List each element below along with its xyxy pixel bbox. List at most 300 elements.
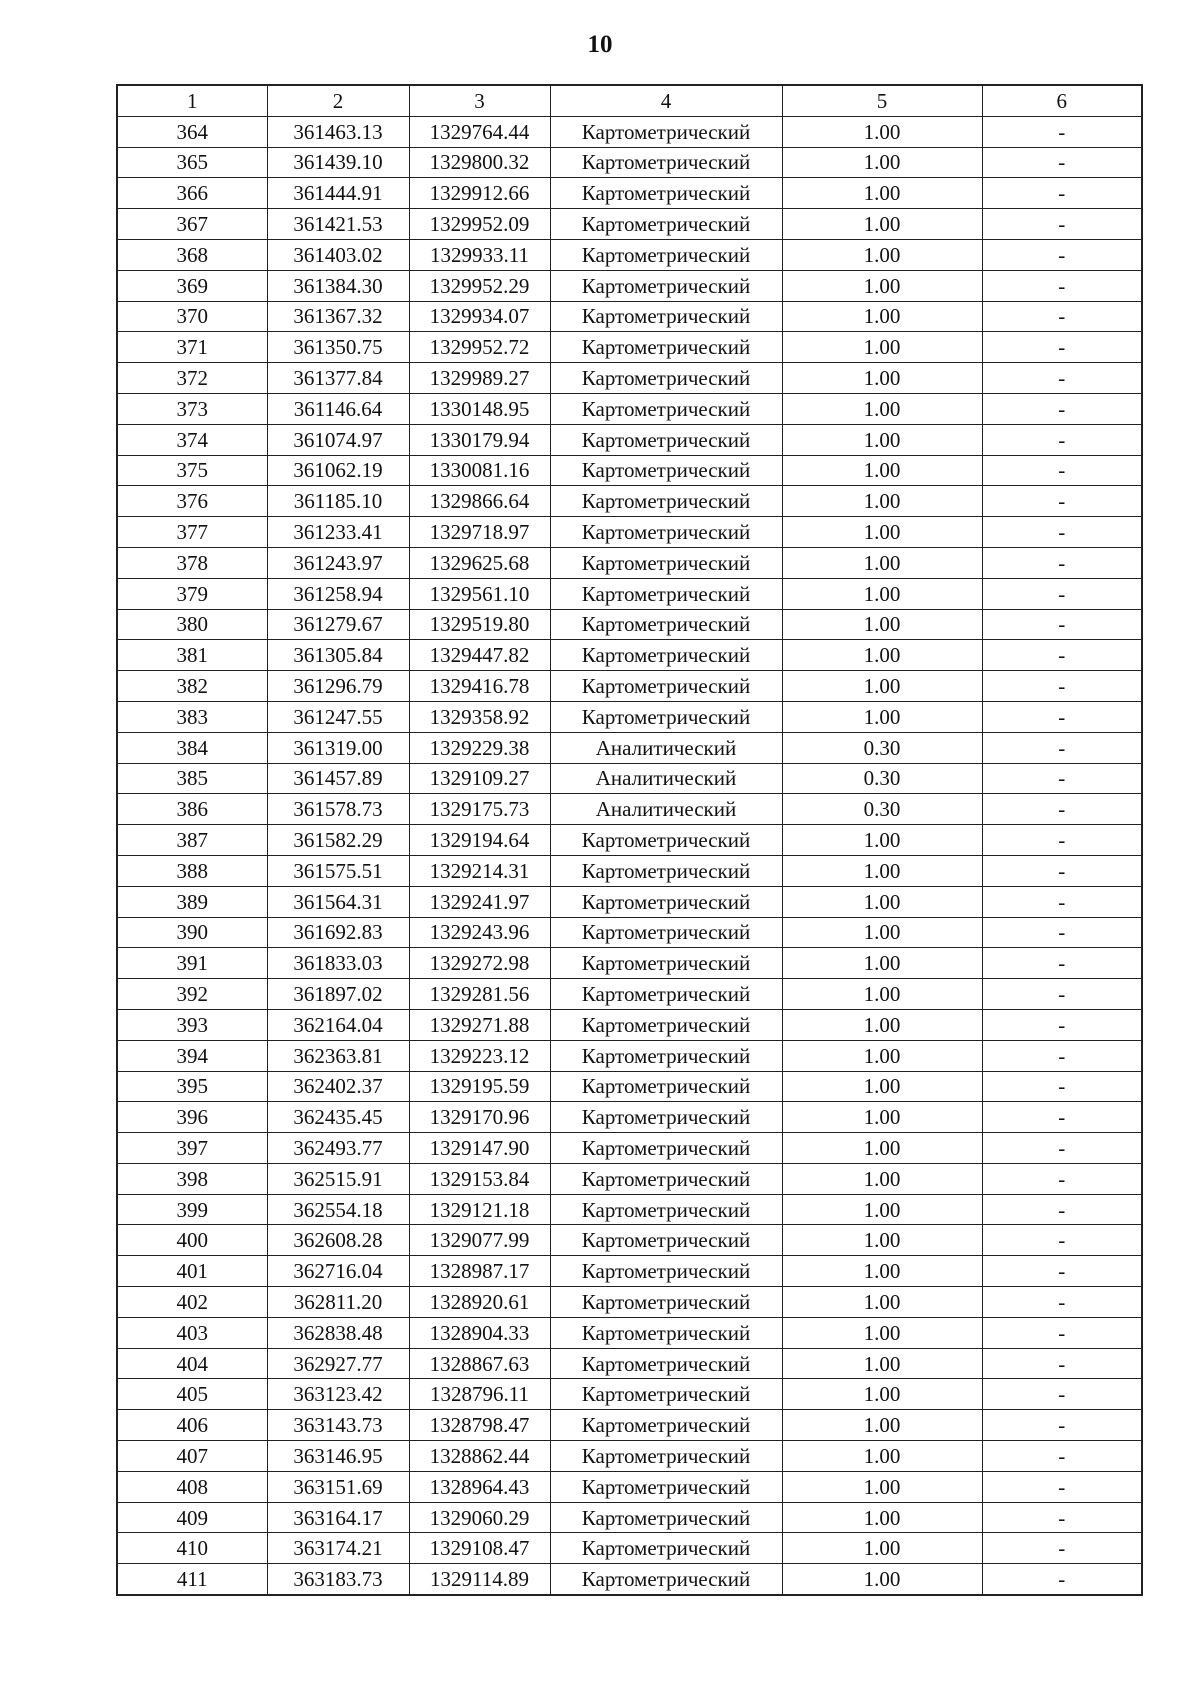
table-header-row bbox=[117, 85, 1142, 116]
method-cell: Картометрический bbox=[550, 1194, 782, 1225]
method-cell: Картометрический bbox=[550, 1471, 782, 1502]
table-row bbox=[117, 825, 1142, 856]
coord-y-cell: 1328798.47 bbox=[409, 1410, 550, 1441]
table-row bbox=[117, 701, 1142, 732]
table-row bbox=[117, 1533, 1142, 1564]
method-cell: Картометрический bbox=[550, 363, 782, 394]
accuracy-cell: 1.00 bbox=[782, 178, 982, 209]
accuracy-cell: 1.00 bbox=[782, 1348, 982, 1379]
coord-y-cell: 1329060.29 bbox=[409, 1502, 550, 1533]
coord-y-cell: 1329077.99 bbox=[409, 1225, 550, 1256]
column-header: 5 bbox=[782, 85, 982, 116]
method-cell: Картометрический bbox=[550, 948, 782, 979]
table-row bbox=[117, 917, 1142, 948]
point-number-cell: 390 bbox=[117, 917, 267, 948]
description-cell: - bbox=[982, 1256, 1142, 1287]
point-number-cell: 386 bbox=[117, 794, 267, 825]
accuracy-cell: 1.00 bbox=[782, 1564, 982, 1595]
method-cell: Картометрический bbox=[550, 825, 782, 856]
table-row bbox=[117, 517, 1142, 548]
accuracy-cell: 1.00 bbox=[782, 1379, 982, 1410]
coord-x-cell: 361377.84 bbox=[267, 363, 409, 394]
method-cell: Картометрический bbox=[550, 393, 782, 424]
description-cell: - bbox=[982, 1194, 1142, 1225]
coord-x-cell: 361296.79 bbox=[267, 671, 409, 702]
coord-x-cell: 361833.03 bbox=[267, 948, 409, 979]
point-number-cell: 399 bbox=[117, 1194, 267, 1225]
method-cell: Картометрический bbox=[550, 147, 782, 178]
table-row bbox=[117, 671, 1142, 702]
description-cell: - bbox=[982, 825, 1142, 856]
method-cell: Картометрический bbox=[550, 486, 782, 517]
coord-y-cell: 1329934.07 bbox=[409, 301, 550, 332]
accuracy-cell: 1.00 bbox=[782, 486, 982, 517]
coord-x-cell: 361305.84 bbox=[267, 640, 409, 671]
accuracy-cell: 1.00 bbox=[782, 1410, 982, 1441]
method-cell: Картометрический bbox=[550, 1163, 782, 1194]
coord-x-cell: 362608.28 bbox=[267, 1225, 409, 1256]
table-row bbox=[117, 763, 1142, 794]
point-number-cell: 371 bbox=[117, 332, 267, 363]
table-row bbox=[117, 948, 1142, 979]
point-number-cell: 393 bbox=[117, 1009, 267, 1040]
coord-x-cell: 361185.10 bbox=[267, 486, 409, 517]
coord-x-cell: 361692.83 bbox=[267, 917, 409, 948]
description-cell: - bbox=[982, 1348, 1142, 1379]
coord-y-cell: 1328920.61 bbox=[409, 1287, 550, 1318]
coord-x-cell: 362493.77 bbox=[267, 1133, 409, 1164]
coord-x-cell: 362927.77 bbox=[267, 1348, 409, 1379]
description-cell: - bbox=[982, 794, 1142, 825]
accuracy-cell: 1.00 bbox=[782, 455, 982, 486]
description-cell: - bbox=[982, 1502, 1142, 1533]
accuracy-cell: 1.00 bbox=[782, 1502, 982, 1533]
coord-x-cell: 361575.51 bbox=[267, 855, 409, 886]
method-cell: Картометрический bbox=[550, 1133, 782, 1164]
point-number-cell: 407 bbox=[117, 1441, 267, 1472]
description-cell: - bbox=[982, 578, 1142, 609]
coord-y-cell: 1329108.47 bbox=[409, 1533, 550, 1564]
point-number-cell: 369 bbox=[117, 270, 267, 301]
table-row bbox=[117, 1133, 1142, 1164]
point-number-cell: 374 bbox=[117, 424, 267, 455]
accuracy-cell: 1.00 bbox=[782, 578, 982, 609]
accuracy-cell: 1.00 bbox=[782, 547, 982, 578]
point-number-cell: 370 bbox=[117, 301, 267, 332]
table-row bbox=[117, 209, 1142, 240]
coord-x-cell: 361444.91 bbox=[267, 178, 409, 209]
table-row bbox=[117, 1102, 1142, 1133]
point-number-cell: 392 bbox=[117, 979, 267, 1010]
method-cell: Картометрический bbox=[550, 1102, 782, 1133]
table-row bbox=[117, 1009, 1142, 1040]
coord-y-cell: 1329447.82 bbox=[409, 640, 550, 671]
coord-x-cell: 361564.31 bbox=[267, 886, 409, 917]
coord-y-cell: 1329170.96 bbox=[409, 1102, 550, 1133]
coord-y-cell: 1328904.33 bbox=[409, 1317, 550, 1348]
accuracy-cell: 1.00 bbox=[782, 116, 982, 147]
accuracy-cell: 1.00 bbox=[782, 1133, 982, 1164]
coord-y-cell: 1329195.59 bbox=[409, 1071, 550, 1102]
table-row bbox=[117, 1317, 1142, 1348]
point-number-cell: 411 bbox=[117, 1564, 267, 1595]
coord-y-cell: 1329764.44 bbox=[409, 116, 550, 147]
accuracy-cell: 1.00 bbox=[782, 363, 982, 394]
point-number-cell: 368 bbox=[117, 239, 267, 270]
coord-x-cell: 361233.41 bbox=[267, 517, 409, 548]
coord-x-cell: 361384.30 bbox=[267, 270, 409, 301]
accuracy-cell: 1.00 bbox=[782, 1040, 982, 1071]
coord-x-cell: 361146.64 bbox=[267, 393, 409, 424]
coord-x-cell: 361582.29 bbox=[267, 825, 409, 856]
table-row bbox=[117, 455, 1142, 486]
coord-y-cell: 1329243.96 bbox=[409, 917, 550, 948]
method-cell: Картометрический bbox=[550, 1009, 782, 1040]
accuracy-cell: 1.00 bbox=[782, 1071, 982, 1102]
method-cell: Картометрический bbox=[550, 1502, 782, 1533]
point-number-cell: 397 bbox=[117, 1133, 267, 1164]
table-row bbox=[117, 1502, 1142, 1533]
accuracy-cell: 1.00 bbox=[782, 886, 982, 917]
point-number-cell: 387 bbox=[117, 825, 267, 856]
coord-x-cell: 362435.45 bbox=[267, 1102, 409, 1133]
accuracy-cell: 1.00 bbox=[782, 948, 982, 979]
method-cell: Картометрический bbox=[550, 609, 782, 640]
coord-y-cell: 1329989.27 bbox=[409, 363, 550, 394]
method-cell: Аналитический bbox=[550, 732, 782, 763]
point-number-cell: 381 bbox=[117, 640, 267, 671]
description-cell: - bbox=[982, 486, 1142, 517]
table-row bbox=[117, 1379, 1142, 1410]
table-row bbox=[117, 363, 1142, 394]
description-cell: - bbox=[982, 1163, 1142, 1194]
coord-x-cell: 363174.21 bbox=[267, 1533, 409, 1564]
coord-y-cell: 1329416.78 bbox=[409, 671, 550, 702]
point-number-cell: 373 bbox=[117, 393, 267, 424]
description-cell: - bbox=[982, 147, 1142, 178]
coord-x-cell: 361578.73 bbox=[267, 794, 409, 825]
description-cell: - bbox=[982, 701, 1142, 732]
method-cell: Картометрический bbox=[550, 1441, 782, 1472]
accuracy-cell: 1.00 bbox=[782, 825, 982, 856]
description-cell: - bbox=[982, 116, 1142, 147]
point-number-cell: 404 bbox=[117, 1348, 267, 1379]
coord-x-cell: 362838.48 bbox=[267, 1317, 409, 1348]
point-number-cell: 382 bbox=[117, 671, 267, 702]
accuracy-cell: 1.00 bbox=[782, 917, 982, 948]
coord-y-cell: 1329229.38 bbox=[409, 732, 550, 763]
accuracy-cell: 1.00 bbox=[782, 1533, 982, 1564]
table-row bbox=[117, 1040, 1142, 1071]
method-cell: Картометрический bbox=[550, 270, 782, 301]
description-cell: - bbox=[982, 979, 1142, 1010]
coord-y-cell: 1329281.56 bbox=[409, 979, 550, 1010]
accuracy-cell: 1.00 bbox=[782, 239, 982, 270]
description-cell: - bbox=[982, 1133, 1142, 1164]
point-number-cell: 383 bbox=[117, 701, 267, 732]
method-cell: Картометрический bbox=[550, 1287, 782, 1318]
table-row bbox=[117, 1410, 1142, 1441]
point-number-cell: 410 bbox=[117, 1533, 267, 1564]
accuracy-cell: 1.00 bbox=[782, 1317, 982, 1348]
method-cell: Картометрический bbox=[550, 116, 782, 147]
description-cell: - bbox=[982, 609, 1142, 640]
point-number-cell: 365 bbox=[117, 147, 267, 178]
point-number-cell: 389 bbox=[117, 886, 267, 917]
coord-x-cell: 362716.04 bbox=[267, 1256, 409, 1287]
coord-y-cell: 1329194.64 bbox=[409, 825, 550, 856]
description-cell: - bbox=[982, 886, 1142, 917]
method-cell: Картометрический bbox=[550, 1564, 782, 1595]
coord-x-cell: 361403.02 bbox=[267, 239, 409, 270]
column-header: 6 bbox=[982, 85, 1142, 116]
description-cell: - bbox=[982, 763, 1142, 794]
description-cell: - bbox=[982, 547, 1142, 578]
description-cell: - bbox=[982, 732, 1142, 763]
description-cell: - bbox=[982, 1471, 1142, 1502]
point-number-cell: 395 bbox=[117, 1071, 267, 1102]
coord-x-cell: 363183.73 bbox=[267, 1564, 409, 1595]
description-cell: - bbox=[982, 1225, 1142, 1256]
accuracy-cell: 1.00 bbox=[782, 1225, 982, 1256]
accuracy-cell: 1.00 bbox=[782, 979, 982, 1010]
coord-x-cell: 362402.37 bbox=[267, 1071, 409, 1102]
description-cell: - bbox=[982, 1533, 1142, 1564]
method-cell: Картометрический bbox=[550, 1040, 782, 1071]
table-row bbox=[117, 1256, 1142, 1287]
table-row bbox=[117, 332, 1142, 363]
description-cell: - bbox=[982, 1102, 1142, 1133]
description-cell: - bbox=[982, 455, 1142, 486]
point-number-cell: 406 bbox=[117, 1410, 267, 1441]
description-cell: - bbox=[982, 363, 1142, 394]
method-cell: Картометрический bbox=[550, 855, 782, 886]
point-number-cell: 364 bbox=[117, 116, 267, 147]
point-number-cell: 367 bbox=[117, 209, 267, 240]
description-cell: - bbox=[982, 209, 1142, 240]
description-cell: - bbox=[982, 1317, 1142, 1348]
method-cell: Картометрический bbox=[550, 178, 782, 209]
accuracy-cell: 1.00 bbox=[782, 301, 982, 332]
accuracy-cell: 1.00 bbox=[782, 701, 982, 732]
coord-x-cell: 362811.20 bbox=[267, 1287, 409, 1318]
method-cell: Картометрический bbox=[550, 671, 782, 702]
coord-x-cell: 363151.69 bbox=[267, 1471, 409, 1502]
point-number-cell: 380 bbox=[117, 609, 267, 640]
coord-y-cell: 1329214.31 bbox=[409, 855, 550, 886]
coord-y-cell: 1328867.63 bbox=[409, 1348, 550, 1379]
coord-y-cell: 1329153.84 bbox=[409, 1163, 550, 1194]
description-cell: - bbox=[982, 332, 1142, 363]
table-row bbox=[117, 886, 1142, 917]
column-header: 2 bbox=[267, 85, 409, 116]
point-number-cell: 377 bbox=[117, 517, 267, 548]
accuracy-cell: 1.00 bbox=[782, 270, 982, 301]
accuracy-cell: 1.00 bbox=[782, 517, 982, 548]
table-row bbox=[117, 732, 1142, 763]
coord-y-cell: 1329866.64 bbox=[409, 486, 550, 517]
point-number-cell: 398 bbox=[117, 1163, 267, 1194]
description-cell: - bbox=[982, 178, 1142, 209]
coord-x-cell: 362554.18 bbox=[267, 1194, 409, 1225]
coord-x-cell: 361350.75 bbox=[267, 332, 409, 363]
description-cell: - bbox=[982, 239, 1142, 270]
method-cell: Картометрический bbox=[550, 701, 782, 732]
coord-x-cell: 361421.53 bbox=[267, 209, 409, 240]
table-row bbox=[117, 424, 1142, 455]
accuracy-cell: 1.00 bbox=[782, 855, 982, 886]
coord-x-cell: 362515.91 bbox=[267, 1163, 409, 1194]
coord-x-cell: 361439.10 bbox=[267, 147, 409, 178]
coord-y-cell: 1329519.80 bbox=[409, 609, 550, 640]
column-header: 1 bbox=[117, 85, 267, 116]
table-row bbox=[117, 147, 1142, 178]
description-cell: - bbox=[982, 855, 1142, 886]
accuracy-cell: 1.00 bbox=[782, 332, 982, 363]
description-cell: - bbox=[982, 917, 1142, 948]
coordinates-table bbox=[116, 84, 1143, 1596]
table-body bbox=[117, 116, 1142, 1595]
method-cell: Картометрический bbox=[550, 917, 782, 948]
accuracy-cell: 1.00 bbox=[782, 1009, 982, 1040]
method-cell: Картометрический bbox=[550, 1410, 782, 1441]
description-cell: - bbox=[982, 1040, 1142, 1071]
method-cell: Картометрический bbox=[550, 1071, 782, 1102]
table-row bbox=[117, 640, 1142, 671]
point-number-cell: 402 bbox=[117, 1287, 267, 1318]
table-row bbox=[117, 393, 1142, 424]
coord-y-cell: 1328862.44 bbox=[409, 1441, 550, 1472]
coord-y-cell: 1329121.18 bbox=[409, 1194, 550, 1225]
coord-y-cell: 1328987.17 bbox=[409, 1256, 550, 1287]
accuracy-cell: 1.00 bbox=[782, 609, 982, 640]
table-row bbox=[117, 1194, 1142, 1225]
method-cell: Картометрический bbox=[550, 1533, 782, 1564]
coord-y-cell: 1329561.10 bbox=[409, 578, 550, 609]
method-cell: Картометрический bbox=[550, 517, 782, 548]
coord-x-cell: 361463.13 bbox=[267, 116, 409, 147]
description-cell: - bbox=[982, 1287, 1142, 1318]
accuracy-cell: 1.00 bbox=[782, 1287, 982, 1318]
coord-y-cell: 1329147.90 bbox=[409, 1133, 550, 1164]
coord-x-cell: 363143.73 bbox=[267, 1410, 409, 1441]
coord-y-cell: 1330081.16 bbox=[409, 455, 550, 486]
point-number-cell: 403 bbox=[117, 1317, 267, 1348]
accuracy-cell: 1.00 bbox=[782, 147, 982, 178]
column-header: 4 bbox=[550, 85, 782, 116]
coord-x-cell: 363146.95 bbox=[267, 1441, 409, 1472]
description-cell: - bbox=[982, 1441, 1142, 1472]
point-number-cell: 388 bbox=[117, 855, 267, 886]
method-cell: Картометрический bbox=[550, 979, 782, 1010]
point-number-cell: 394 bbox=[117, 1040, 267, 1071]
table-row bbox=[117, 547, 1142, 578]
accuracy-cell: 0.30 bbox=[782, 732, 982, 763]
coord-y-cell: 1329933.11 bbox=[409, 239, 550, 270]
point-number-cell: 366 bbox=[117, 178, 267, 209]
accuracy-cell: 1.00 bbox=[782, 1471, 982, 1502]
table-row bbox=[117, 1163, 1142, 1194]
point-number-cell: 391 bbox=[117, 948, 267, 979]
coord-x-cell: 361062.19 bbox=[267, 455, 409, 486]
accuracy-cell: 1.00 bbox=[782, 1163, 982, 1194]
table-row bbox=[117, 855, 1142, 886]
table-row bbox=[117, 301, 1142, 332]
description-cell: - bbox=[982, 393, 1142, 424]
description-cell: - bbox=[982, 948, 1142, 979]
table-row bbox=[117, 979, 1142, 1010]
coord-x-cell: 361243.97 bbox=[267, 547, 409, 578]
description-cell: - bbox=[982, 1009, 1142, 1040]
coord-y-cell: 1329912.66 bbox=[409, 178, 550, 209]
coord-y-cell: 1329625.68 bbox=[409, 547, 550, 578]
table-row bbox=[117, 270, 1142, 301]
table-row bbox=[117, 578, 1142, 609]
method-cell: Картометрический bbox=[550, 209, 782, 240]
coord-y-cell: 1329241.97 bbox=[409, 886, 550, 917]
table-row bbox=[117, 1564, 1142, 1595]
method-cell: Картометрический bbox=[550, 239, 782, 270]
coord-y-cell: 1329952.09 bbox=[409, 209, 550, 240]
point-number-cell: 405 bbox=[117, 1379, 267, 1410]
page-number: 10 bbox=[587, 31, 613, 58]
coord-y-cell: 1329952.29 bbox=[409, 270, 550, 301]
accuracy-cell: 1.00 bbox=[782, 1441, 982, 1472]
coord-y-cell: 1329358.92 bbox=[409, 701, 550, 732]
method-cell: Картометрический bbox=[550, 1317, 782, 1348]
coord-y-cell: 1329272.98 bbox=[409, 948, 550, 979]
accuracy-cell: 1.00 bbox=[782, 393, 982, 424]
coord-x-cell: 363123.42 bbox=[267, 1379, 409, 1410]
point-number-cell: 379 bbox=[117, 578, 267, 609]
point-number-cell: 378 bbox=[117, 547, 267, 578]
table-row bbox=[117, 1441, 1142, 1472]
coord-y-cell: 1330148.95 bbox=[409, 393, 550, 424]
point-number-cell: 396 bbox=[117, 1102, 267, 1133]
method-cell: Картометрический bbox=[550, 1225, 782, 1256]
coord-y-cell: 1328796.11 bbox=[409, 1379, 550, 1410]
description-cell: - bbox=[982, 270, 1142, 301]
point-number-cell: 409 bbox=[117, 1502, 267, 1533]
method-cell: Картометрический bbox=[550, 547, 782, 578]
method-cell: Картометрический bbox=[550, 640, 782, 671]
column-header: 3 bbox=[409, 85, 550, 116]
coord-y-cell: 1329952.72 bbox=[409, 332, 550, 363]
point-number-cell: 372 bbox=[117, 363, 267, 394]
method-cell: Картометрический bbox=[550, 1348, 782, 1379]
accuracy-cell: 1.00 bbox=[782, 209, 982, 240]
coord-y-cell: 1329114.89 bbox=[409, 1564, 550, 1595]
description-cell: - bbox=[982, 517, 1142, 548]
accuracy-cell: 1.00 bbox=[782, 1194, 982, 1225]
coord-x-cell: 361279.67 bbox=[267, 609, 409, 640]
coord-x-cell: 362164.04 bbox=[267, 1009, 409, 1040]
table-row bbox=[117, 609, 1142, 640]
description-cell: - bbox=[982, 301, 1142, 332]
point-number-cell: 408 bbox=[117, 1471, 267, 1502]
coord-x-cell: 361258.94 bbox=[267, 578, 409, 609]
accuracy-cell: 0.30 bbox=[782, 794, 982, 825]
description-cell: - bbox=[982, 671, 1142, 702]
description-cell: - bbox=[982, 640, 1142, 671]
table-row bbox=[117, 794, 1142, 825]
table-row bbox=[117, 178, 1142, 209]
accuracy-cell: 1.00 bbox=[782, 671, 982, 702]
point-number-cell: 400 bbox=[117, 1225, 267, 1256]
description-cell: - bbox=[982, 1410, 1142, 1441]
description-cell: - bbox=[982, 1564, 1142, 1595]
coord-x-cell: 361247.55 bbox=[267, 701, 409, 732]
